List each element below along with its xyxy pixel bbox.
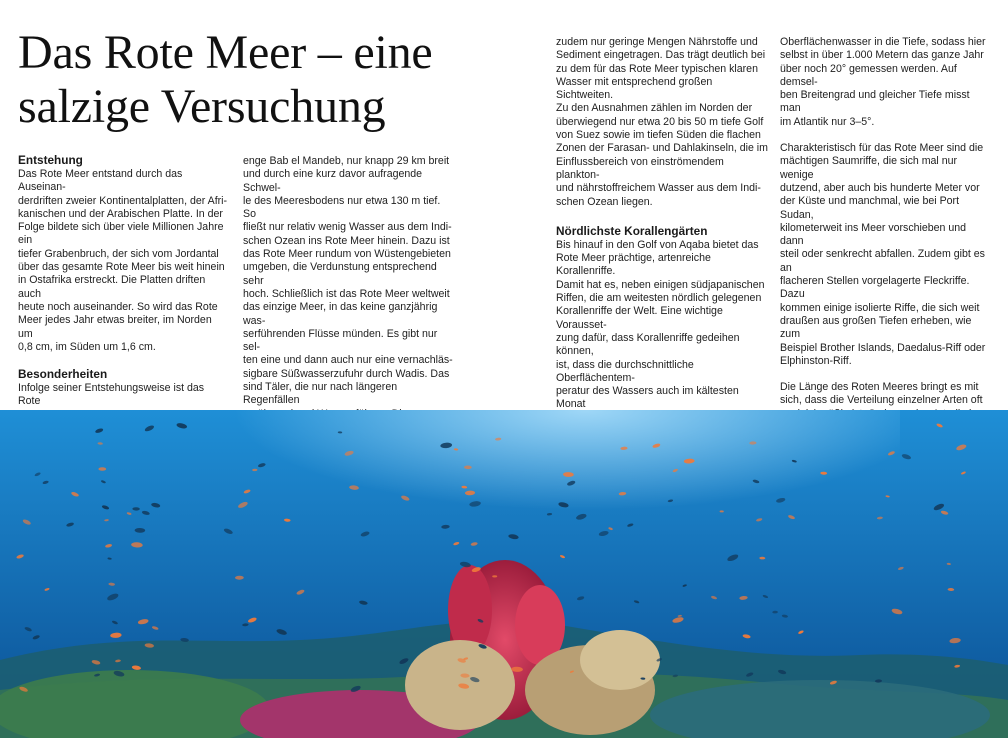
text-line: fließt nur relativ wenig Wasser aus dem Indi- (243, 221, 452, 234)
text-line: Bis hinauf in den Golf von Aqaba bietet das (556, 238, 759, 251)
surface-light (200, 410, 900, 610)
text-line: überwiegend nur etwa 20 bis 50 m tiefe Golf (556, 115, 764, 128)
text-line: kommen einige isolierte Riffe, die sich weit (780, 301, 980, 314)
text-line: Charakteristisch für das Rote Meer sind die (780, 142, 984, 155)
text-line: zudem nur geringe Mengen Nährstoffe und (556, 36, 758, 48)
text-line: zu dem für das Rote Meer typischen klaren (556, 62, 758, 75)
text-line: Beispiel Brother Islands, Daedalus-Riff oder (780, 341, 986, 354)
heading-entstehung: Entstehung (18, 153, 83, 167)
text-line: über das gesamte Rote Meer bis weit hinein (18, 261, 225, 274)
reef-illustration (0, 410, 1008, 738)
paragraph-entstehung (18, 168, 229, 354)
text-line: Zu den Ausnahmen zählen im Norden der (556, 102, 753, 115)
text-line: der Küste und manchmal, wie bei Port Sudan, (780, 195, 960, 221)
text-line: das Rote Meer rundum von Wüstengebieten (243, 248, 451, 261)
text-line: von Suez sowie im tiefen Süden die flachen (556, 129, 761, 142)
text-line: das einzige Meer, in das keine ganzjährig was- (243, 301, 438, 327)
text-line: Folge bildete sich über viele Millionen Jahre ein (18, 221, 224, 247)
text-line: hoch. Schließlich ist das Rote Meer weltweit (243, 287, 450, 300)
text-line: Infolge seiner Entstehungsweise ist das Rote (18, 382, 205, 408)
text-line: Korallenriffe der Welt. Eine wichtige Vorausset- (556, 305, 723, 331)
page-title: Das Rote Meer – eine salzige Versuchung (18, 26, 433, 133)
text-line: peratur des Wassers auch im kältesten Monat (556, 385, 739, 411)
text-line: steil oder senkrecht abfallen. Zudem gibt es an (780, 248, 985, 274)
text-line: heute noch auseinander. So wird das Rote (18, 300, 218, 313)
text-line: kanischen und der Arabischen Platte. In der (18, 207, 223, 220)
text-line: und durch eine kurz davor aufragende Schwel- (243, 168, 423, 194)
text-line: tiefer Grabenbruch, der sich vom Jordantal (18, 247, 219, 260)
paragraph-besonderheiten-end (556, 36, 768, 209)
fish (98, 467, 106, 471)
fish (492, 575, 497, 577)
text-line: Damit hat es, neben einigen südjapanischen (556, 278, 765, 291)
text-line: Riffen, die am weitesten nördlich gelegenen (556, 292, 762, 305)
text-line: Einflussbereich von einströmendem plankton- (556, 155, 724, 181)
text-line: derdriften zweier Kontinentalplatten, der Afri- (18, 194, 228, 207)
text-line: über noch 20° gemessen werden. Auf demsel- (780, 62, 957, 88)
reef-photo (0, 410, 1008, 738)
text-line: enge Bab el Mandeb, nur knapp 29 km breit (243, 155, 450, 167)
paragraph-saumriffe (780, 142, 992, 368)
text-line: sind Täler, die nur nach längeren Regenfällen (243, 381, 398, 407)
text-line: sigbare Süßwasserzufuhr durch Wadis. Das (243, 367, 450, 380)
text-line: schen Ozean liegen. (556, 195, 653, 208)
text-line: mächtigen Saumriffe, die sich mal nur wenige (780, 155, 958, 181)
text-line: ben Breitengrad und gleicher Tiefe misst man (780, 89, 970, 115)
text-line: ist, dass die durchschnittliche Oberflächentem- (556, 358, 694, 384)
text-line: Die Länge des Roten Meeres bringt es mit (780, 381, 979, 394)
text-line: Sediment eingetragen. Das trägt deutlich bei (556, 49, 766, 62)
text-line: 0,8 cm, im Süden um 1,6 cm. (18, 340, 156, 353)
text-line: ten eine und dann auch nur eine vernachläs- (243, 354, 453, 367)
text-line: flacheren Stellen vorgelagerte Fleckriffe. Dazu (780, 275, 970, 301)
text-line: schen Ozean ins Rote Meer hinein. Dazu ist (243, 234, 450, 247)
text-line: dutzend, aber auch bis hunderte Meter vor (780, 181, 980, 194)
text-line: le des Meeresbodens nur etwa 130 m tief. So (243, 194, 441, 221)
text-line: Zonen der Farasan- und Dahlakinseln, die im (556, 142, 768, 155)
text-line: Elphinston-Riff. (780, 354, 852, 367)
text-line: in Ostafrika erstreckt. Die Platten driften auch (18, 274, 206, 300)
text-line: draußen aus großen Tiefen erheben, wie zum (780, 314, 972, 341)
text-line: umgeben, die Verdunstung entsprechend sehr (243, 261, 437, 287)
text-line: serführenden Flüsse münden. Es gibt nur sel- (243, 327, 438, 354)
heading-korallengaerten: Nördlichste Korallengärten (556, 223, 708, 238)
text-line: Das Rote Meer entstand durch das Auseinan- (18, 168, 183, 194)
text-line: zung dafür, dass Korallenriffe gedeihen können, (556, 331, 740, 358)
text-line: selbst in über 1.000 Metern das ganze Jahr (780, 49, 984, 62)
text-line: kilometerweit ins Meer vorschieben und dann (780, 221, 967, 248)
text-line: Rote Meer prächtige, artenreiche Korallenriffe. (556, 252, 711, 278)
text-line: sich, dass die Verteilung einzelner Arten oft (780, 394, 983, 407)
text-line: Meer jedes Jahr etwas breiter, im Norden um (18, 314, 212, 340)
text-line: und nährstoffreichem Wasser aus dem Indi- (556, 182, 761, 195)
text-line: im Atlantik nur 3–5°. (780, 115, 875, 128)
text-line: Oberflächenwasser in die Tiefe, sodass hier (780, 36, 986, 48)
heading-besonderheiten: Besonderheiten (18, 367, 108, 382)
text-line: Wasser mit entsprechend großen Sichtweiten. (556, 75, 713, 102)
paragraph-korallengaerten-cont (780, 36, 992, 129)
